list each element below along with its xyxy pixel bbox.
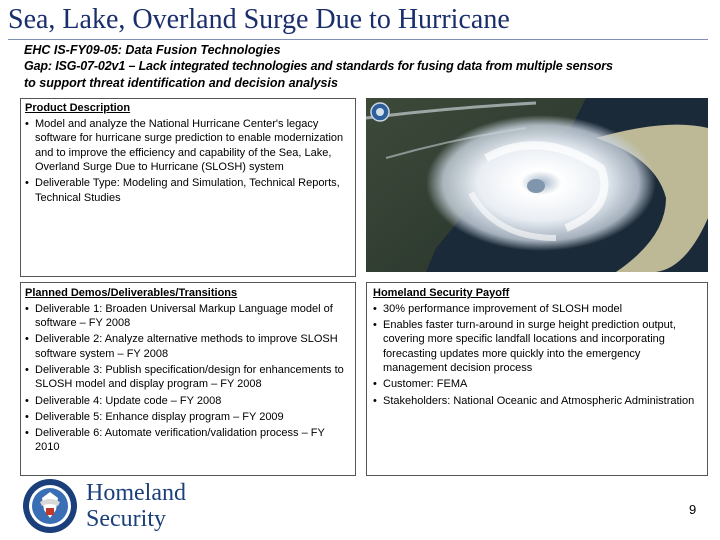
deliverable-item: • Deliverable 6: Automate verification/validation process – FY 2010	[25, 426, 351, 455]
deliverable-item: • Deliverable 3: Publish specification/design for enhancements to SLOSH model and display program – FY 2008	[25, 363, 351, 392]
planned-demos-heading: Planned Demos/Deliverables/Transitions	[25, 287, 238, 299]
logo-text-homeland: Homeland	[86, 480, 186, 506]
product-description-heading: Product Description	[25, 102, 131, 114]
payoff-list	[373, 302, 701, 409]
title-divider	[8, 39, 708, 40]
page-number: 9	[689, 502, 697, 517]
deliverable-item: • Deliverable 2: Analyze alternative methods to improve SLOSH software system – FY 2008	[25, 332, 351, 361]
deliverable-item: • Deliverable 4: Update code – FY 2008	[25, 394, 351, 409]
product-description-list	[25, 117, 351, 206]
deliverable-item: • Deliverable 1: Broaden Universal Markup Language model of software – FY 2008	[25, 302, 351, 331]
satellite-image-drawing	[366, 98, 708, 272]
planned-demos-box	[20, 282, 356, 476]
payoff-item: • Enables faster turn-around in surge height prediction output, covering more specific landfall locations and incorporating forecasting updates more quickly into the emergency management decision process	[373, 318, 701, 376]
logo-text-security: Security	[86, 506, 166, 532]
payoff-item: • Customer: FEMA	[373, 377, 701, 392]
payoff-item: • Stakeholders: National Oceanic and Atmospheric Administration	[373, 394, 701, 409]
project-id: EHC IS-FY09-05: Data Fusion Technologies	[24, 43, 281, 57]
deliverable-item: • Deliverable 5: Enhance display program – FY 2009	[25, 410, 351, 425]
hurricane-satellite-image	[366, 98, 708, 272]
product-description-item: • Deliverable Type: Modeling and Simulation, Technical Reports, Technical Studies	[25, 176, 351, 205]
product-description-item: • Model and analyze the National Hurricane Center's legacy software for hurricane surge prediction to enable modernization and to improve the efficiency and capability of the Sea, Lake, Overland Surge Due to Hurricane (SLOSH) system	[25, 117, 351, 175]
payoff-item: • 30% performance improvement of SLOSH model	[373, 302, 701, 317]
gap-statement: Gap: ISG-07-02v1 – Lack integrated technologies and standards for fusing data from multiple sensors	[24, 59, 613, 73]
homeland-security-logo	[22, 478, 222, 534]
payoff-heading: Homeland Security Payoff	[373, 287, 510, 299]
homeland-security-payoff-box	[366, 282, 708, 476]
product-description-box	[20, 98, 356, 277]
page-title: Sea, Lake, Overland Surge Due to Hurricane	[8, 4, 510, 35]
gap-statement-continued: to support threat identification and decision analysis	[24, 76, 338, 90]
dhs-seal-icon	[22, 478, 78, 534]
planned-demos-list	[25, 302, 351, 455]
